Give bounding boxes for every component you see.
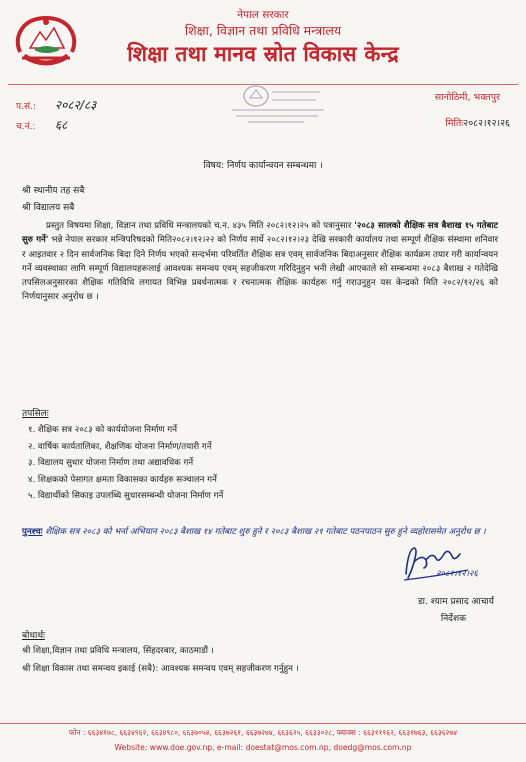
ministry-name: शिक्षा, विज्ञान तथा प्रविधि मन्त्रालय [184,23,342,38]
postscript-label: पुनश्चः [22,527,43,537]
addressee-local-level: श्री स्थानीय तह सबै [22,186,85,196]
tapasil-list [28,422,223,505]
postscript-text: शैक्षिक सत्र २०८३ को भर्ना अभियान २०८३ बैशाख १४ गतेबाट शुरु हुने र २०८३ बैशाख २१ गतेबाट पठनपाठन सुरु हुने व्यहोरासमेत अनुरोध छ । [42,527,486,537]
letter-date [445,116,510,129]
office-name: शिक्षा तथा मानव स्रोत विकास केन्द्र [127,42,399,66]
list-item: ४. शिक्षकको पेसागत क्षमता विकासका कार्यहरु सञ्चालन गर्ने [28,474,217,485]
body-text-highlight: '२०८३ सालको शैक्षिक सत्र बैशाख १५ गतेबाट सुरु गर्ने' [22,221,498,246]
footer-divider [0,723,526,724]
list-item: १. शैक्षिक सत्र २०८३ को कार्ययोजना निर्माण गर्ने [28,425,177,435]
office-stamp-icon [228,80,328,126]
body-text-start: प्रस्तुत विषयमा शिक्षा, विज्ञान तथा प्रविधि मन्त्रालयको च.न. ४३५ मिति २०८२।१२।२५ को पत्रानुसार [46,221,355,231]
letter-subject: विषय: निर्णय कार्यान्वयन सम्बन्धमा । [203,161,323,171]
government-name: नेपाल सरकार [237,9,289,21]
chalani-number-label: च.नं.: [16,122,36,132]
chalani-number-value: ६८ [54,118,68,132]
cc-heading: बोधार्थः [22,631,45,641]
signature-date: २०८२।१२।२६ [436,569,478,579]
tapasil-heading: तपसिलः [22,409,49,419]
list-item: ३. विद्यालय सुधार योजना निर्माण तथा अद्यावधिक गर्ने [28,458,194,468]
footer-phone-fax: फोन : ६६३४१७८, ६६३४९६२, ६६३४९८०, ६६३७०५४, ६६३७२६१, ६६३७२७४, ६६३६२५, ६६३३०२८, फ्याक्स : ६६३१११६२, ६६३१७६३, ६६३६२७४ [68,728,458,737]
office-location: सानोठिमी, भक्तपुर [434,92,500,103]
cc-coordination-units: श्री शिक्षा विकास तथा समन्वय इकाई (सबै): आवश्यक समन्वय एवम् सहजीकरण गर्नुहुन । [22,664,299,674]
addressee-schools: श्री विद्यालय सबै [22,203,75,213]
footer-website-email: Website: www.doe.gov.np, e-mail: doestat@mos.com.np, doedg@mos.com.np [114,743,412,752]
list-item: २. वार्षिक कार्यतालिका, शैक्षणिक योजना निर्माण/तयारी गर्ने [28,441,212,452]
letter-body-paragraph [22,219,498,305]
cc-ministry: श्री शिक्षा,विज्ञान तथा प्रविधि मन्त्रालय, सिंहदरबार, काठमाडौं । [22,646,214,656]
chalani-number [16,116,67,133]
body-text-end: भन्ने नेपाल सरकार मन्त्रिपरिषदको मिति२०८२।१२।२२ को निर्णय सार्थे २०८२।१२।२३ देखि सरकारी कार्यालय तथा सम्पूर्ण शैक्षिक संस्थामा शनिवार र आइतवार २ दिन सार्वजनिक बिदा दिने निर्णय भएको सन्दर्भमा परिवर्तित शैक्षिक सत्र एवम् सार्वजनिक बिदाअनुसार शैक्षिक कार्यक्रम तयार गरी कार्यान्वयन गर्ने व्यवस्थाका लागि सम्पूर्ण विद्यालयहरूलाई आवश्यक समन्वय एवम् सहजीकरण गरिदिनुहुन भनी लेखी आएकाले सो सम्बन्धमा २०८३ बैशाख २ गतेदेखि तपसिलअनुसारका शैक्षिक गतिविधि लगायत विभिन्न प्रबर्धनात्मक र रचनात्मक शैक्षिक कार्यहरू गर्नु गराउनुहुन यस केन्द्रको मिति २०८२/१२/२६ को निर्णयानुसार अनुरोध छ । [22,235,498,303]
letter-date-label: मितिः [445,118,464,129]
patra-sankhya-label: प.सं.: [16,102,36,112]
letter-date-value: २०८२।१२।२६ [463,118,510,129]
postscript-note [22,524,492,541]
list-item: ५. विद्यार्थीको सिकाइ उपलब्धि सुधारसम्बन्धी योजना निर्माण गर्ने [28,491,224,501]
signer-title: निर्देशक [440,614,466,624]
signer-name: डा. श्याम प्रसाद आचार्य [417,597,494,607]
patra-sankhya-value: २०८२/८३ [54,98,97,112]
patra-sankhya [16,96,96,113]
